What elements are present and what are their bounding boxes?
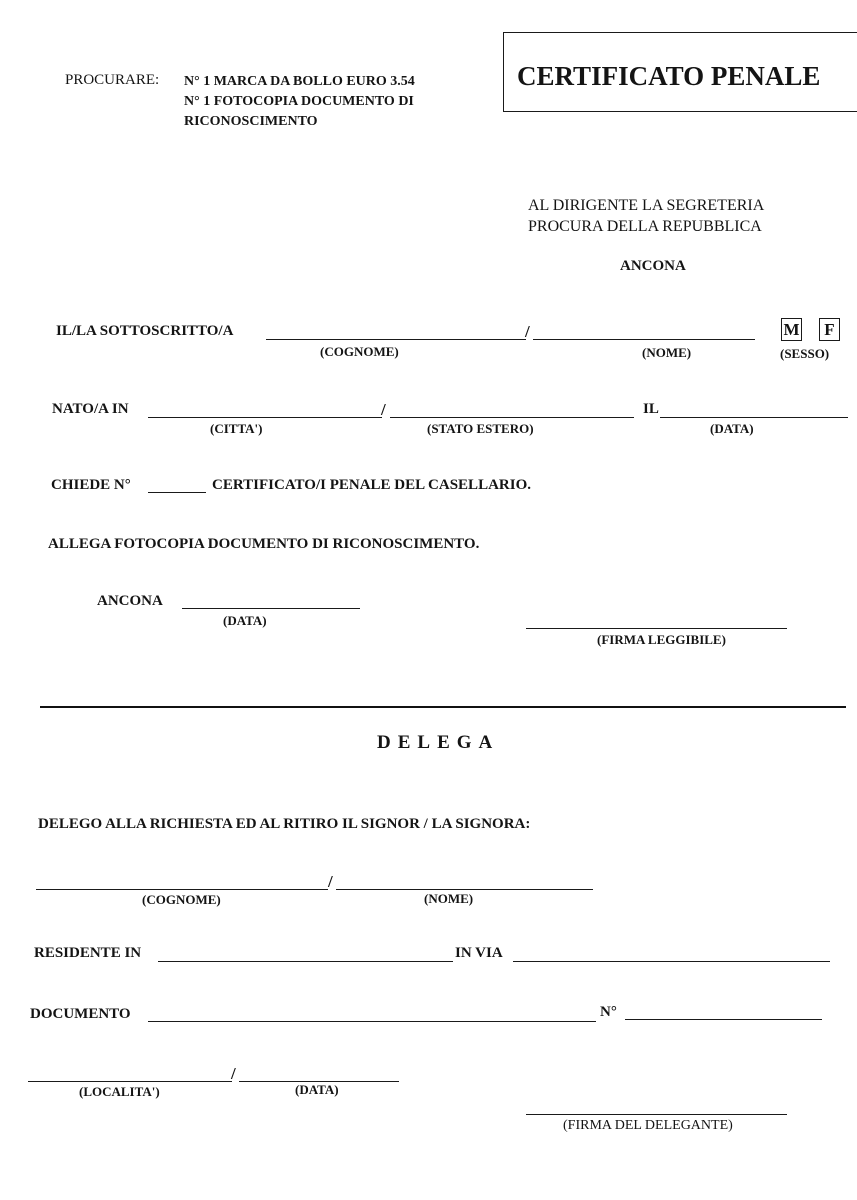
documento-label: DOCUMENTO	[30, 1006, 131, 1022]
documento-numero-field[interactable]	[625, 1019, 822, 1020]
sesso-caption: (SESSO)	[780, 346, 830, 361]
request-date-caption: (DATA)	[223, 613, 267, 628]
nome-field[interactable]	[533, 339, 755, 340]
cognome-field[interactable]	[266, 339, 526, 340]
delegante-signature-field[interactable]	[526, 1114, 787, 1115]
separator-slash: /	[525, 322, 530, 341]
via-label: IN VIA	[455, 945, 503, 961]
citta-caption: (CITTA')	[210, 421, 263, 436]
sex-f-checkbox[interactable]: F	[819, 318, 840, 341]
allega-text: ALLEGA FOTOCOPIA DOCUMENTO DI RICONOSCIMENTO.	[48, 536, 480, 552]
birth-date-field[interactable]	[660, 417, 848, 418]
nato-label: NATO/A IN	[52, 401, 129, 417]
addressee-city: ANCONA	[620, 258, 686, 274]
delegate-cognome-field[interactable]	[36, 889, 328, 890]
delegante-signature-caption: (FIRMA DEL DELEGANTE)	[563, 1118, 733, 1133]
stato-estero-field[interactable]	[390, 417, 634, 418]
residente-label: RESIDENTE IN	[34, 945, 142, 961]
localita-caption: (LOCALITA')	[79, 1084, 160, 1099]
signature-field[interactable]	[526, 628, 787, 629]
birth-date-caption: (DATA)	[710, 421, 754, 436]
addressee-line-1: AL DIRIGENTE LA SEGRETERIA	[528, 197, 765, 214]
delega-statement: DELEGO ALLA RICHIESTA ED AL RITIRO IL SIGNOR / LA SIGNORA:	[38, 816, 531, 832]
il-label: IL	[643, 401, 659, 417]
procurare-item-fotocopia-cont: RICONOSCIMENTO	[184, 114, 318, 129]
cognome-caption: (COGNOME)	[320, 344, 399, 359]
place-label: ANCONA	[97, 593, 163, 609]
addressee-line-2: PROCURA DELLA REPUBBLICA	[528, 218, 762, 235]
stato-estero-caption: (STATO ESTERO)	[427, 421, 534, 436]
delegate-nome-caption: (NOME)	[424, 891, 474, 906]
delega-title: DELEGA	[377, 732, 500, 753]
residente-field[interactable]	[158, 961, 453, 962]
section-divider	[40, 706, 846, 708]
procurare-label: PROCURARE:	[65, 72, 160, 88]
certificato-text: CERTIFICATO/I PENALE DEL CASELLARIO.	[212, 477, 531, 493]
signature-caption: (FIRMA LEGGIBILE)	[597, 632, 726, 647]
separator-slash: /	[381, 400, 386, 419]
numero-label: N°	[600, 1004, 617, 1020]
delega-date-caption: (DATA)	[295, 1082, 339, 1097]
separator-slash: /	[328, 872, 333, 891]
documento-field[interactable]	[148, 1021, 596, 1022]
nome-caption: (NOME)	[642, 345, 692, 360]
via-field[interactable]	[513, 961, 830, 962]
page-title: CERTIFICATO PENALE	[517, 61, 821, 91]
procurare-item-bollo: N° 1 MARCA DA BOLLO EURO 3.54	[184, 74, 415, 89]
certificate-count-field[interactable]	[148, 492, 206, 493]
procurare-item-fotocopia: N° 1 FOTOCOPIA DOCUMENTO DI	[184, 94, 414, 109]
delegate-cognome-caption: (COGNOME)	[142, 892, 221, 907]
sex-m-checkbox[interactable]: M	[781, 318, 802, 341]
citta-field[interactable]	[148, 417, 382, 418]
delegate-nome-field[interactable]	[336, 889, 593, 890]
title-box	[503, 32, 857, 112]
request-date-field[interactable]	[182, 608, 360, 609]
separator-slash: /	[231, 1064, 236, 1083]
chiede-label: CHIEDE N°	[51, 477, 131, 493]
localita-field[interactable]	[28, 1081, 232, 1082]
sottoscritto-label: IL/LA SOTTOSCRITTO/A	[56, 323, 234, 339]
